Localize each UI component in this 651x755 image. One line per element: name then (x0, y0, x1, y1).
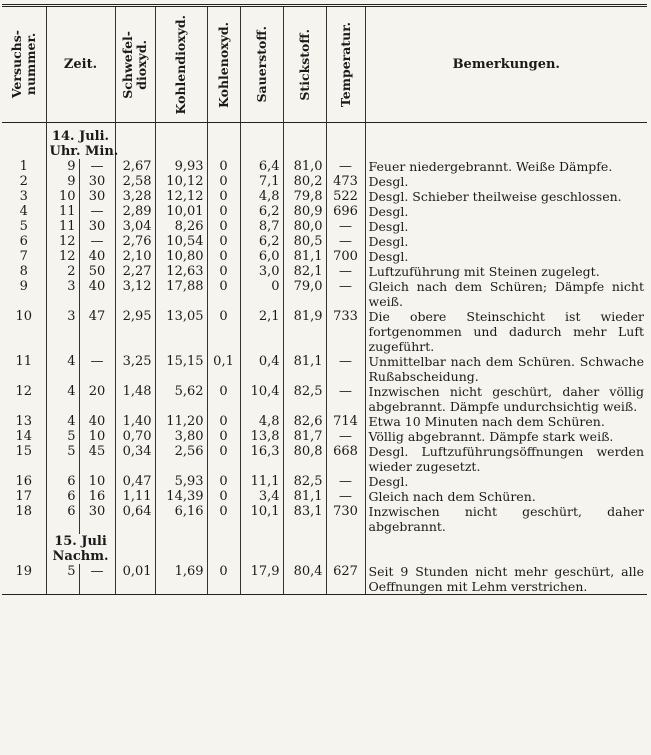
sauerstoff-value: 3,4 (240, 489, 283, 504)
temperatur-value: 696 (326, 204, 365, 219)
row-number: 6 (19, 234, 28, 249)
stickstoff-value: 80,0 (283, 219, 326, 234)
time-hour: 4 (46, 354, 79, 384)
date-label: 14. Juli. (46, 129, 115, 144)
sauerstoff-value: 4,8 (240, 189, 283, 204)
time-minute: — (79, 234, 115, 249)
time-minute: 16 (79, 489, 115, 504)
bemerkung-text: Desgl. Luftzuführungsöffnungen werden wieder zugesetzt. (365, 444, 647, 474)
time-minute: 40 (79, 414, 115, 429)
kohlendioxyd-value: 8,26 (155, 219, 207, 234)
time-hour: 2 (46, 264, 79, 279)
kohlenoxyd-value: 0 (207, 429, 240, 444)
kohlendioxyd-value: 15,15 (155, 354, 207, 384)
temperatur-value: — (326, 354, 365, 384)
table-row (2, 279, 647, 309)
schwefeldioxyd-value: 2,27 (115, 264, 155, 279)
time-hour: 4 (46, 414, 79, 429)
time-hour: 11 (46, 204, 79, 219)
sauerstoff-value: 4,8 (240, 414, 283, 429)
table-row (2, 159, 647, 174)
sauerstoff-value: 10,1 (240, 504, 283, 534)
date-label: 15. Juli (46, 534, 115, 549)
time-hour: 5 (46, 429, 79, 444)
row-number: 8 (19, 264, 28, 279)
table-row (2, 354, 647, 384)
stickstoff-value: 82,1 (283, 264, 326, 279)
table-row (2, 429, 647, 444)
schwefeldioxyd-value: 3,12 (115, 279, 155, 309)
kohlendioxyd-value: 5,93 (155, 474, 207, 489)
temperatur-value: — (326, 264, 365, 279)
bemerkung-text: Die obere Steinschicht ist wieder fortgenommen und dadurch mehr Luft zugeführt. (365, 309, 647, 354)
sauerstoff-value: 11,1 (240, 474, 283, 489)
bemerkung-text: Feuer niedergebrannt. Weiße Dämpfe. (365, 159, 647, 174)
temperatur-value: — (326, 489, 365, 504)
table-row (2, 414, 647, 429)
row-number: 4 (19, 204, 28, 219)
time-minute: 47 (79, 309, 115, 354)
schwefeldioxyd-value: 2,10 (115, 249, 155, 264)
date-row-14-juli (2, 129, 647, 144)
time-hour: 9 (46, 159, 79, 174)
schwefeldioxyd-value: 2,89 (115, 204, 155, 219)
date-label: Nachm. (46, 549, 115, 564)
kohlenoxyd-value: 0,1 (207, 354, 240, 384)
sauerstoff-value: 6,4 (240, 159, 283, 174)
bemerkung-text: Desgl. (365, 234, 647, 249)
sauerstoff-value: 3,0 (240, 264, 283, 279)
row-number: 1 (19, 159, 28, 174)
bemerkung-text: Völlig abgebrannt. Dämpfe stark weiß. (365, 429, 647, 444)
stickstoff-value: 83,1 (283, 504, 326, 534)
bemerkung-text: Unmittelbar nach dem Schüren. Schwache Rußabscheidung. (365, 354, 647, 384)
header-kohlendioxyd: Kohlendioxyd. (155, 6, 207, 123)
kohlenoxyd-value: 0 (207, 174, 240, 189)
sauerstoff-value: 17,9 (240, 564, 283, 595)
schwefeldioxyd-value: 2,76 (115, 234, 155, 249)
kohlenoxyd-value: 0 (207, 564, 240, 595)
table-row (2, 204, 647, 219)
time-unit-label: Uhr. Min. (46, 144, 115, 159)
kohlendioxyd-value: 10,01 (155, 204, 207, 219)
kohlenoxyd-value: 0 (207, 309, 240, 354)
stickstoff-value: 81,1 (283, 489, 326, 504)
date-row-15-juli (2, 534, 647, 549)
kohlendioxyd-value: 9,93 (155, 159, 207, 174)
row-number: 7 (19, 249, 28, 264)
kohlendioxyd-value: 11,20 (155, 414, 207, 429)
header-schwefeldioxyd: Schwefel- dioxyd. (115, 6, 155, 123)
schwefeldioxyd-value: 3,04 (115, 219, 155, 234)
gas-analysis-table (2, 4, 647, 595)
temperatur-value: 473 (326, 174, 365, 189)
schwefeldioxyd-value: 1,11 (115, 489, 155, 504)
stickstoff-value: 81,7 (283, 429, 326, 444)
time-hour: 12 (46, 234, 79, 249)
bemerkung-text: Desgl. (365, 204, 647, 219)
kohlendioxyd-value: 12,63 (155, 264, 207, 279)
bemerkung-text: Gleich nach dem Schüren; Dämpfe nicht weiß. (365, 279, 647, 309)
kohlenoxyd-value: 0 (207, 474, 240, 489)
kohlendioxyd-value: 17,88 (155, 279, 207, 309)
time-hour: 12 (46, 249, 79, 264)
temperatur-value: — (326, 159, 365, 174)
temperatur-value: — (326, 429, 365, 444)
time-minute: 30 (79, 504, 115, 534)
stickstoff-value: 82,6 (283, 414, 326, 429)
kohlendioxyd-value: 3,80 (155, 429, 207, 444)
temperatur-value: 522 (326, 189, 365, 204)
stickstoff-value: 81,1 (283, 249, 326, 264)
kohlendioxyd-value: 1,69 (155, 564, 207, 595)
row-number: 14 (15, 429, 33, 444)
header-versuchsnummer: Versuchs- nummer. (2, 6, 46, 123)
table-row (2, 489, 647, 504)
kohlendioxyd-value: 13,05 (155, 309, 207, 354)
schwefeldioxyd-value: 1,40 (115, 414, 155, 429)
time-minute: 50 (79, 264, 115, 279)
table-row (2, 189, 647, 204)
time-minute: 30 (79, 219, 115, 234)
schwefeldioxyd-value: 1,48 (115, 384, 155, 414)
time-minute: 10 (79, 474, 115, 489)
kohlenoxyd-value: 0 (207, 249, 240, 264)
time-minute: — (79, 204, 115, 219)
temperatur-value: — (326, 219, 365, 234)
header-kohlenoxyd: Kohlenoxyd. (207, 6, 240, 123)
row-number: 3 (19, 189, 28, 204)
bemerkung-text: Seit 9 Stunden nicht mehr geschürt, alle Oeffnungen mit Lehm verstrichen. (365, 564, 647, 595)
sauerstoff-value: 16,3 (240, 444, 283, 474)
bemerkung-text: Gleich nach dem Schüren. (365, 489, 647, 504)
time-hour: 4 (46, 384, 79, 414)
time-minute: — (79, 564, 115, 595)
sauerstoff-value: 7,1 (240, 174, 283, 189)
row-number: 18 (15, 504, 33, 519)
schwefeldioxyd-value: 2,95 (115, 309, 155, 354)
temperatur-value: 668 (326, 444, 365, 474)
row-number: 12 (15, 384, 33, 399)
header-row (2, 6, 647, 123)
time-minute: 20 (79, 384, 115, 414)
schwefeldioxyd-value: 3,25 (115, 354, 155, 384)
sauerstoff-value: 0,4 (240, 354, 283, 384)
stickstoff-value: 80,8 (283, 444, 326, 474)
time-minute: 40 (79, 249, 115, 264)
kohlenoxyd-value: 0 (207, 384, 240, 414)
kohlendioxyd-value: 6,16 (155, 504, 207, 534)
time-hour: 6 (46, 504, 79, 534)
header-temperatur: Temperatur. (326, 6, 365, 123)
schwefeldioxyd-value: 2,58 (115, 174, 155, 189)
table-row (2, 474, 647, 489)
stickstoff-value: 80,2 (283, 174, 326, 189)
schwefeldioxyd-value: 0,47 (115, 474, 155, 489)
kohlenoxyd-value: 0 (207, 444, 240, 474)
kohlenoxyd-value: 0 (207, 219, 240, 234)
table-row (2, 264, 647, 279)
bemerkung-text: Luftzuführung mit Steinen zugelegt. (365, 264, 647, 279)
time-hour: 9 (46, 174, 79, 189)
kohlenoxyd-value: 0 (207, 159, 240, 174)
temperatur-value: 700 (326, 249, 365, 264)
temperatur-value: — (326, 474, 365, 489)
sauerstoff-value: 13,8 (240, 429, 283, 444)
kohlendioxyd-value: 5,62 (155, 384, 207, 414)
stickstoff-value: 81,9 (283, 309, 326, 354)
kohlendioxyd-value: 10,54 (155, 234, 207, 249)
kohlenoxyd-value: 0 (207, 189, 240, 204)
stickstoff-value: 80,5 (283, 234, 326, 249)
time-hour: 3 (46, 279, 79, 309)
kohlenoxyd-value: 0 (207, 264, 240, 279)
bemerkung-text: Inzwischen nicht geschürt, daher völlig abgebrannt. Dämpfe undurchsichtig weiß. (365, 384, 647, 414)
schwefeldioxyd-value: 0,64 (115, 504, 155, 534)
temperatur-value: 733 (326, 309, 365, 354)
sauerstoff-value: 6,2 (240, 204, 283, 219)
temperatur-value: 730 (326, 504, 365, 534)
time-minute: 40 (79, 279, 115, 309)
time-unit-row (2, 144, 647, 159)
kohlendioxyd-value: 12,12 (155, 189, 207, 204)
time-minute: 30 (79, 174, 115, 189)
kohlendioxyd-value: 10,80 (155, 249, 207, 264)
stickstoff-value: 82,5 (283, 384, 326, 414)
sauerstoff-value: 2,1 (240, 309, 283, 354)
time-hour: 5 (46, 444, 79, 474)
row-number: 5 (19, 219, 28, 234)
time-minute: — (79, 159, 115, 174)
table-row (2, 309, 647, 354)
header-stickstoff: Stickstoff. (283, 6, 326, 123)
row-number: 9 (19, 279, 28, 294)
bemerkung-text: Desgl. (365, 219, 647, 234)
kohlenoxyd-value: 0 (207, 204, 240, 219)
kohlendioxyd-value: 2,56 (155, 444, 207, 474)
bemerkung-text: Etwa 10 Minuten nach dem Schüren. (365, 414, 647, 429)
schwefeldioxyd-value: 0,70 (115, 429, 155, 444)
table-body (2, 123, 647, 595)
header-zeit: Zeit. (46, 6, 115, 123)
temperatur-value: 714 (326, 414, 365, 429)
row-number: 11 (15, 354, 33, 369)
bemerkung-text: Desgl. (365, 474, 647, 489)
sauerstoff-value: 8,7 (240, 219, 283, 234)
schwefeldioxyd-value: 0,34 (115, 444, 155, 474)
stickstoff-value: 81,0 (283, 159, 326, 174)
time-minute: 30 (79, 189, 115, 204)
kohlendioxyd-value: 14,39 (155, 489, 207, 504)
kohlenoxyd-value: 0 (207, 234, 240, 249)
table-row (2, 174, 647, 189)
sauerstoff-value: 6,2 (240, 234, 283, 249)
row-number: 16 (15, 474, 33, 489)
bemerkung-text: Desgl. Schieber theilweise geschlossen. (365, 189, 647, 204)
time-hour: 10 (46, 189, 79, 204)
schwefeldioxyd-value: 2,67 (115, 159, 155, 174)
stickstoff-value: 80,9 (283, 204, 326, 219)
stickstoff-value: 82,5 (283, 474, 326, 489)
time-hour: 6 (46, 489, 79, 504)
sauerstoff-value: 10,4 (240, 384, 283, 414)
header-bemerkungen: Bemerkungen. (365, 6, 647, 123)
sauerstoff-value: 0 (240, 279, 283, 309)
temperatur-value: — (326, 234, 365, 249)
kohlenoxyd-value: 0 (207, 279, 240, 309)
row-number: 19 (2, 564, 46, 595)
time-hour: 11 (46, 219, 79, 234)
time-minute: 45 (79, 444, 115, 474)
time-hour: 5 (46, 564, 79, 595)
kohlenoxyd-value: 0 (207, 489, 240, 504)
kohlenoxyd-value: 0 (207, 504, 240, 534)
bemerkung-text: Desgl. (365, 249, 647, 264)
table-row (2, 234, 647, 249)
time-unit-row-2 (2, 549, 647, 564)
row-number: 17 (15, 489, 33, 504)
time-minute: — (79, 354, 115, 384)
temperatur-value: 627 (326, 564, 365, 595)
sauerstoff-value: 6,0 (240, 249, 283, 264)
table-row (2, 564, 647, 595)
header-sauerstoff: Sauerstoff. (240, 6, 283, 123)
bemerkung-text: Inzwischen nicht geschürt, daher abgebrannt. (365, 504, 647, 534)
table-row (2, 384, 647, 414)
table-row (2, 444, 647, 474)
stickstoff-value: 81,1 (283, 354, 326, 384)
stickstoff-value: 80,4 (283, 564, 326, 595)
time-hour: 3 (46, 309, 79, 354)
stickstoff-value: 79,8 (283, 189, 326, 204)
schwefeldioxyd-value: 0,01 (115, 564, 155, 595)
schwefeldioxyd-value: 3,28 (115, 189, 155, 204)
time-hour: 6 (46, 474, 79, 489)
row-number: 15 (15, 444, 33, 459)
row-number: 2 (19, 174, 28, 189)
row-number: 10 (15, 309, 33, 324)
temperatur-value: — (326, 279, 365, 309)
stickstoff-value: 79,0 (283, 279, 326, 309)
kohlendioxyd-value: 10,12 (155, 174, 207, 189)
time-minute: 10 (79, 429, 115, 444)
table-row (2, 504, 647, 534)
table-row (2, 219, 647, 234)
temperatur-value: — (326, 384, 365, 414)
row-number: 13 (15, 414, 33, 429)
kohlenoxyd-value: 0 (207, 414, 240, 429)
bemerkung-text: Desgl. (365, 174, 647, 189)
table-row (2, 249, 647, 264)
